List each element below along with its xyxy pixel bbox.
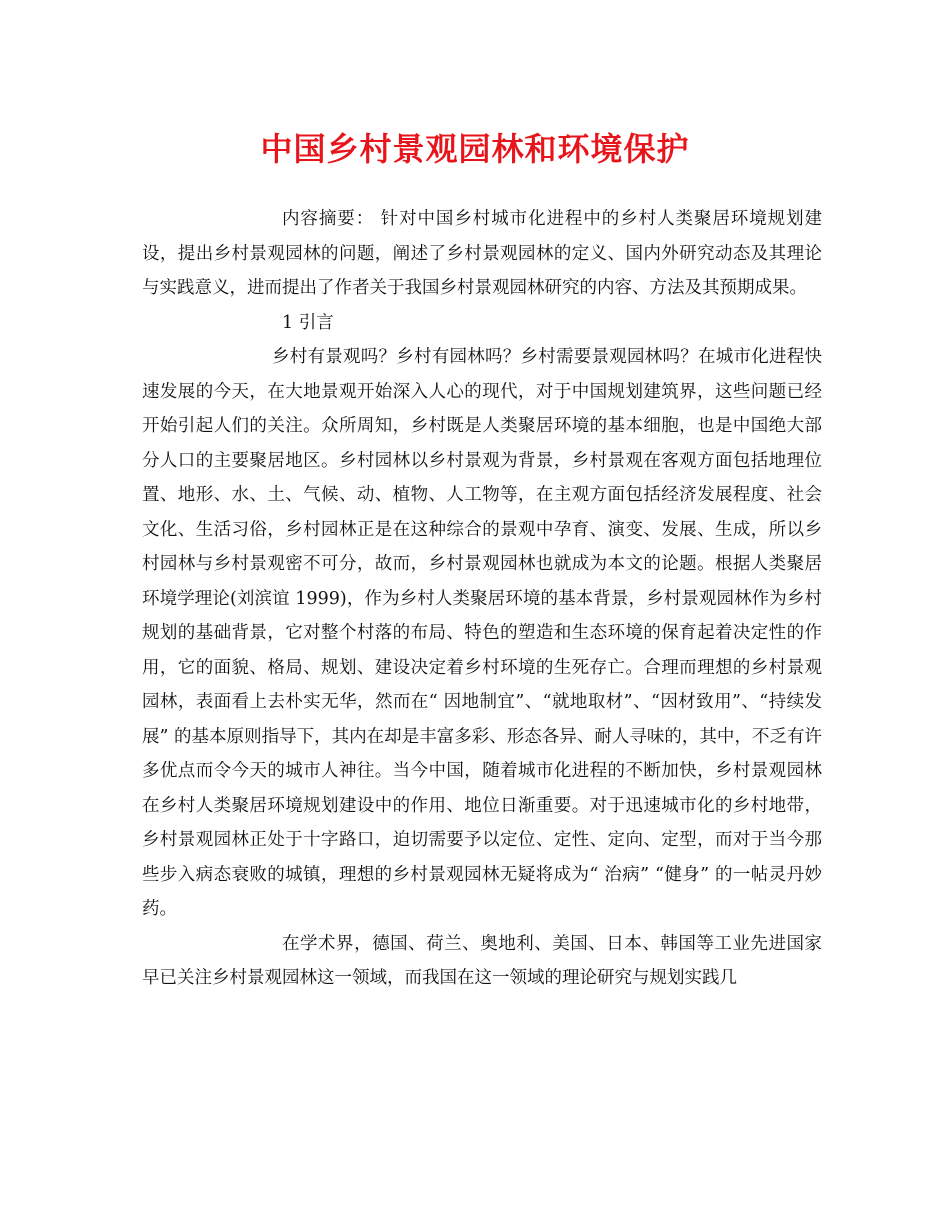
intro-paragraph-1: 乡村有景观吗？乡村有园林吗？乡村需要景观园林吗？在城市化进程快速发展的今天，在大地景观开始深入人心的现代，对于中国规划建筑界，这些问题已经开始引起人们的关注。众所周知，乡村既是人类聚居环境的基本细胞，也是中国绝大部分人口的主要聚居地区。乡村园林以乡村景观为背景，乡村景观在客观方面包括地理位置、地形、水、土、气候、动、植物、人工物等，在主观方面包括经济发展程度、社会文化、生活习俗，乡村园林正是在这种综合的景观中孕育、演变、发展、生成，所以乡村园林与乡村景观密不可分，故而，乡村景观园林也就成为本文的论题。根据人类聚居环境学理论(刘滨谊 1999)，作为乡村人类聚居环境的基本背景，乡村景观园林作为乡村规划的基础背景，它对整个村落的布局、特色的塑造和生态环境的保育起着决定性的作用，它的面貌、格局、规划、建设决定着乡村环境的生死存亡。合理而理想的乡村景观园林，表面看上去朴实无华，然而在“ 因地制宜”、“就地取材”、“因材致用”、“持续发展” 的基本原则指导下，其内在却是丰富多彩、形态各异、耐人寻味的，其中，不乏有许多优点而令今天的城市人神往。当今中国，随着城市化进程的不断加快，乡村景观园林在乡村人类聚居环境规划建设中的作用、地位日渐重要。对于迅速城市化的乡村地带，乡村景观园林正处于十字路口，迫切需要予以定位、定性、定向、定型，而对于当今那些步入病态衰败的城镇，理想的乡村景观园林无疑将成为“ 治病” “健身” 的一帖灵丹妙药。 xyxy=(142,347,822,919)
document-title: 中国乡村景观园林和环境保护 xyxy=(260,130,690,168)
intro-paragraph-2: 在学术界，德国、荷兰、奥地利、美国、日本、韩国等工业先进国家早已关注乡村景观园林这一领域，而我国在这一领域的理论研究与规划实践几 xyxy=(142,933,822,988)
abstract-paragraph: 内容摘要： 针对中国乡村城市化进程中的乡村人类聚居环境规划建设，提出乡村景观园林的问题，阐述了乡村景观园林的定义、国内外研究动态及其理论与实践意义，进而提出了作者关于我国乡村景观园林研究的内容、方法及其预期成果。 xyxy=(142,209,822,298)
document-body xyxy=(142,202,822,996)
section-heading: 1 引言 xyxy=(282,312,334,333)
